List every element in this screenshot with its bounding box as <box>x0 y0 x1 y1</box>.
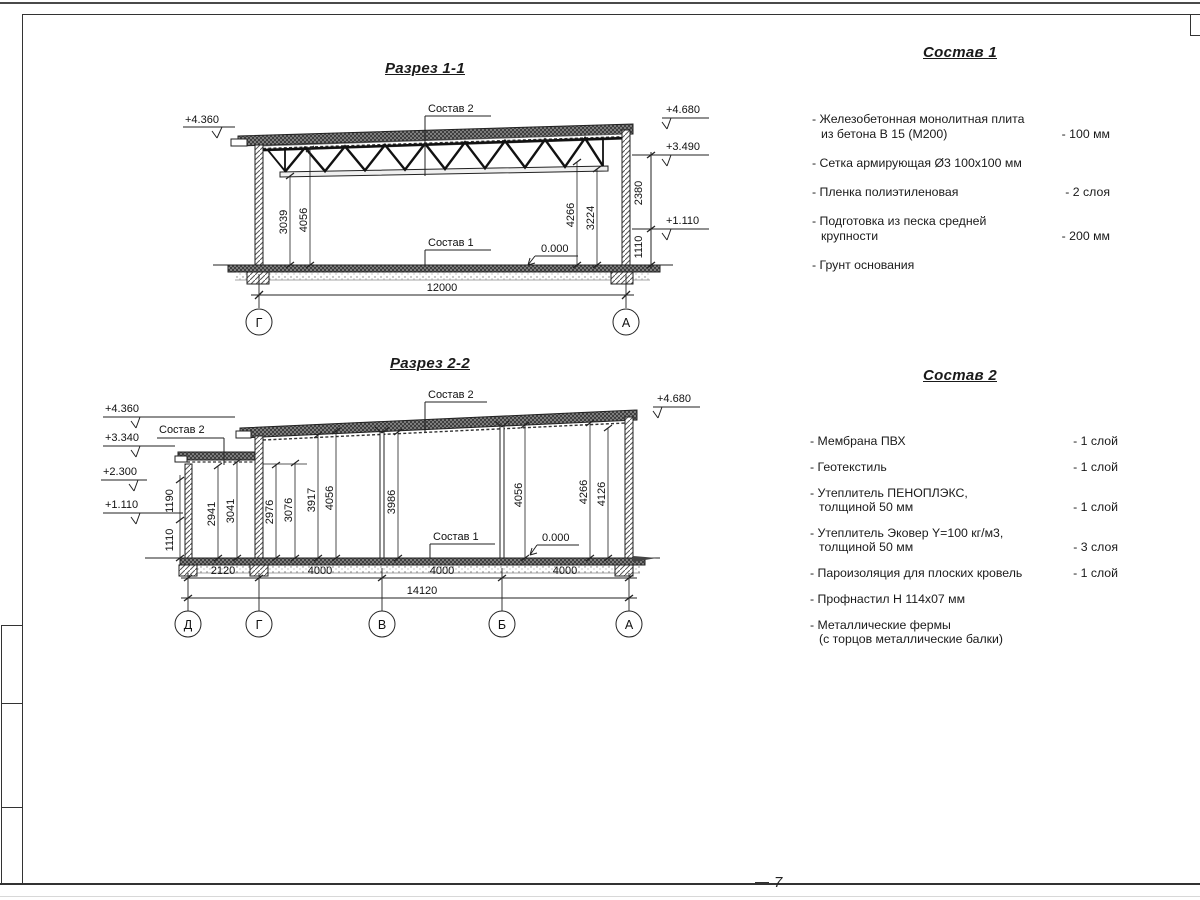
material-line: - Железобетонная монолитная плита <box>812 112 1025 126</box>
elevation-label: +2.300 <box>103 466 137 478</box>
axis-label: В <box>377 618 387 632</box>
sand-layer <box>235 272 650 280</box>
annex-roof-slab <box>178 452 262 460</box>
stamp-cell-line <box>1 807 22 808</box>
sostav2-list <box>810 434 1118 658</box>
dim-label: 1110 <box>633 235 645 259</box>
frame-top-line <box>22 14 1200 15</box>
dim-label: 1110 <box>164 528 176 552</box>
dim-label: 4056 <box>298 207 310 233</box>
dim-label: 4056 <box>324 485 336 511</box>
material-item <box>810 566 1118 580</box>
elev-flag <box>662 118 709 129</box>
material-line: - Подготовка из песка средней <box>812 214 987 228</box>
material-line: (с торцов металлические балки) <box>819 632 1003 646</box>
right-column <box>625 417 633 558</box>
dim-label: 2976 <box>264 499 276 525</box>
sostav2-leader <box>425 116 491 176</box>
material-line: толщиной 50 мм <box>819 540 914 554</box>
material-item <box>810 486 1118 514</box>
main-left-column <box>255 436 263 558</box>
main-roof-slab <box>240 410 637 438</box>
dim-label: 2380 <box>633 180 645 206</box>
material-item <box>810 434 1118 448</box>
dim-label: 12000 <box>426 282 458 294</box>
dim-label: 2941 <box>206 501 218 527</box>
elevation-label: +4.680 <box>666 104 700 116</box>
sostav2-annex-label: Состав 2 <box>159 424 205 436</box>
material-line: - Металлические фермы <box>810 618 951 632</box>
sheet-top-edge-line <box>0 2 1200 4</box>
section-2-2-drawing <box>85 380 725 650</box>
footing <box>615 565 633 576</box>
elev-flag <box>653 407 700 418</box>
axis-label: Г <box>255 316 263 330</box>
sostav2-label: Состав 2 <box>428 103 474 115</box>
floor-slab <box>180 558 645 565</box>
elevation-label: +3.340 <box>105 432 139 444</box>
material-value: - 1 слой <box>1073 500 1118 514</box>
sheet-bottom-edge-line <box>0 896 1200 897</box>
elev-flag <box>183 127 235 138</box>
axis-label: А <box>624 618 634 632</box>
material-line: - Утеплитель ПЕНОПЛЭКС, <box>810 486 968 500</box>
elev-flag <box>103 446 175 457</box>
stamp-cell-line <box>1 703 22 704</box>
interior-post <box>380 432 384 558</box>
material-value: - 1 слой <box>1073 434 1118 448</box>
material-line: - Профнастил Н 114х07 мм <box>810 592 966 606</box>
material-item <box>812 258 1110 273</box>
stamp-strip-line <box>1 625 2 883</box>
elevation-label: +4.360 <box>105 403 139 415</box>
material-line: - Мембрана ПВХ <box>810 434 906 448</box>
zero-mark-label: 0.000 <box>542 532 570 544</box>
left-column <box>255 145 263 265</box>
sostav1-label: Состав 1 <box>428 237 474 249</box>
dim-label: 4000 <box>552 565 578 577</box>
sostav1-leader <box>430 544 495 558</box>
page-number-dash <box>755 882 769 884</box>
roof-edge-cap <box>175 456 187 462</box>
elev-flag <box>103 513 183 524</box>
material-item <box>810 526 1118 554</box>
material-line: - Утеплитель Эковер Y=100 кг/м3, <box>810 526 1004 540</box>
material-line: - Геотекстиль <box>810 460 887 474</box>
right-column <box>622 130 630 265</box>
material-item <box>812 185 1110 200</box>
zero-mark-arrow <box>528 256 578 265</box>
frame-corner-box <box>1190 14 1200 36</box>
material-line: - Пароизоляция для плоских кровель <box>810 566 1023 580</box>
elev-flag <box>632 155 709 166</box>
annex-wall <box>185 464 192 558</box>
material-value: - 3 слоя <box>1073 540 1118 554</box>
material-item <box>812 156 1110 171</box>
section1-title: Разрез 1-1 <box>384 60 465 77</box>
elevation-label: +4.360 <box>185 114 219 126</box>
stamp-cell-line <box>1 625 22 626</box>
axis-label: А <box>621 316 631 330</box>
structure-lines <box>213 124 673 284</box>
dim-label: 3986 <box>386 489 398 515</box>
zero-mark-arrow <box>530 545 579 555</box>
material-line: - Пленка полиэтиленовая <box>812 185 959 199</box>
dim-label: 4056 <box>513 482 525 508</box>
sostav2-title: Состав 2 <box>923 367 997 384</box>
dim-label: 3224 <box>585 205 597 231</box>
dim-label: 2120 <box>210 565 236 577</box>
sostav1-leader <box>425 250 491 265</box>
frame-left-line <box>22 14 23 883</box>
material-value: - 1 слой <box>1073 566 1118 580</box>
material-value: - 1 слой <box>1073 460 1118 474</box>
left-footing <box>247 272 269 284</box>
sostav2-top-label: Состав 2 <box>428 389 474 401</box>
roof-edge-cap <box>236 431 251 438</box>
material-item <box>810 592 1118 606</box>
sostav1-label: Состав 1 <box>433 531 479 543</box>
axis-label: Б <box>497 618 507 632</box>
frame-bottom-line <box>0 883 1200 885</box>
dim-label: 3041 <box>225 498 237 524</box>
dim-label: 4126 <box>596 481 608 507</box>
material-line: - Сетка армирующая Ø3 100х100 мм <box>812 156 1022 170</box>
zero-mark-label: 0.000 <box>541 243 569 255</box>
elevation-label: +1.110 <box>105 499 139 511</box>
dim-label: 4000 <box>429 565 455 577</box>
material-line: - Грунт основания <box>812 258 915 272</box>
dim-label: 3039 <box>278 209 290 235</box>
dim-label: 14120 <box>406 585 438 597</box>
dim-label: 1190 <box>164 489 176 513</box>
material-item <box>812 214 1110 244</box>
material-value: - 200 мм <box>1061 229 1110 243</box>
dim-label: 4266 <box>578 479 590 505</box>
right-footing <box>611 272 633 284</box>
dim-label: 4266 <box>565 202 577 228</box>
material-item <box>810 618 1118 646</box>
elevation-label: +1.110 <box>666 215 700 227</box>
elevation-label: +3.490 <box>666 141 700 153</box>
elevation-label: +4.680 <box>657 393 691 405</box>
material-item <box>810 460 1118 474</box>
sostav1-list <box>812 112 1110 287</box>
sostav1-title: Состав 1 <box>923 44 997 61</box>
axis-label: Г <box>255 618 263 632</box>
dim-label: 4000 <box>307 565 333 577</box>
dim-label: 3076 <box>283 497 295 523</box>
material-line: толщиной 50 мм <box>819 500 914 514</box>
section2-title: Разрез 2-2 <box>389 355 470 372</box>
material-value: - 2 слоя <box>1065 185 1110 199</box>
dim-label: 3917 <box>306 487 318 513</box>
axis-label: Д <box>183 618 193 632</box>
elev-flag <box>101 480 147 491</box>
roof-edge-cap <box>231 139 247 146</box>
material-value: - 100 мм <box>1061 127 1110 141</box>
material-line: крупности <box>821 229 879 243</box>
material-item <box>812 112 1110 142</box>
interior-post <box>500 426 504 558</box>
material-line: из бетона В 15 (М200) <box>821 127 948 141</box>
section-1-1-drawing <box>85 50 725 350</box>
page-number: 7 <box>774 874 783 891</box>
